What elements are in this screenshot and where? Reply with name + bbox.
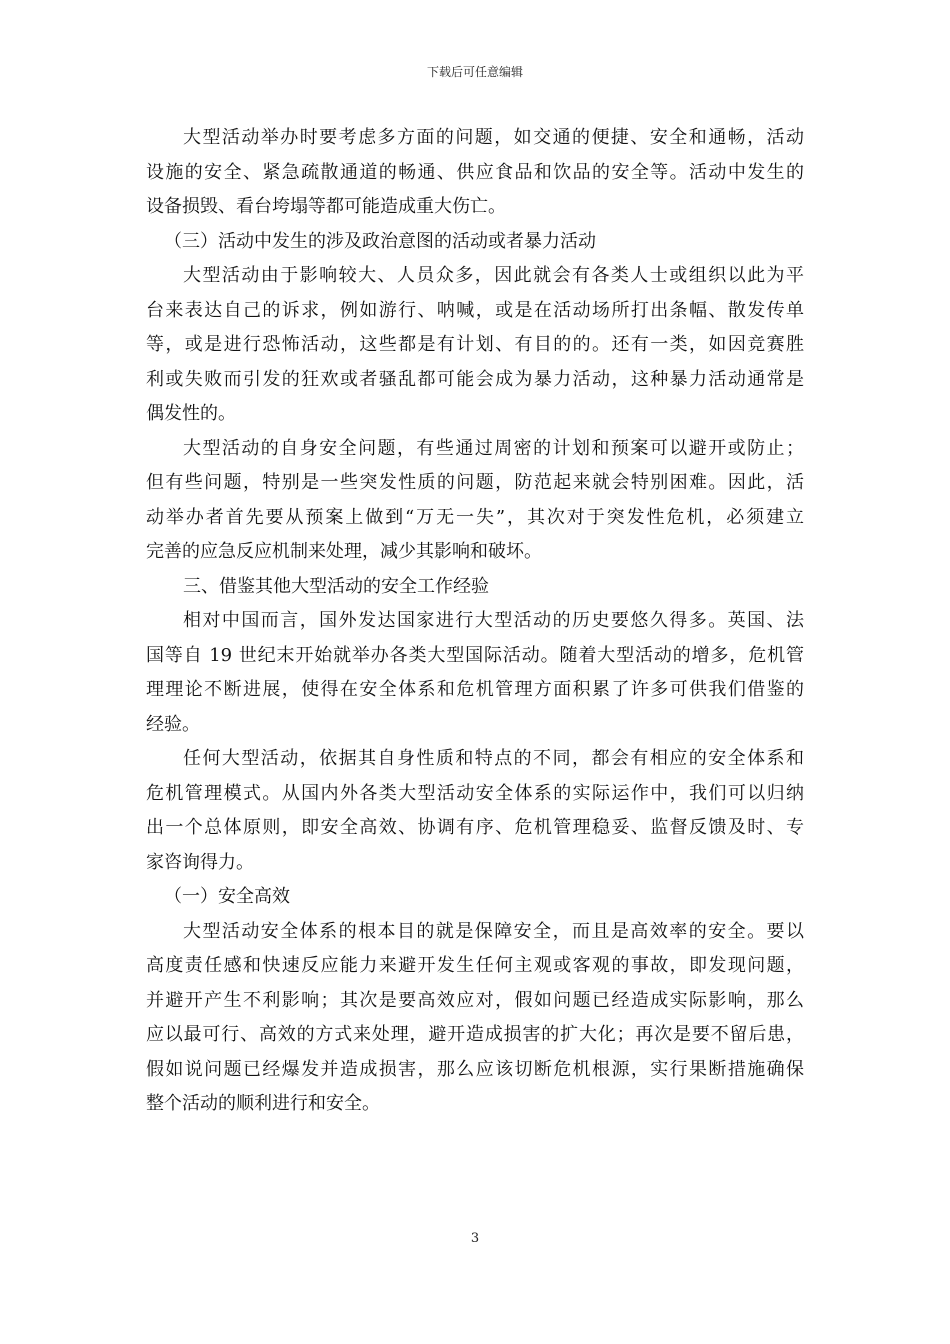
text-line: 利或失败而引发的狂欢或者骚乱都可能会成为暴力活动，这种暴力活动通常是 — [146, 368, 804, 390]
text-line: 大型活动安全体系的根本目的就是保障安全，而且是高效率的安全。要以 — [183, 920, 804, 942]
text-line: 设施的安全、紧急疏散通道的畅通、供应食品和饮品的安全等。活动中发生的 — [146, 161, 804, 183]
document-body — [146, 121, 804, 1122]
text-line: 动举办者首先要从预案上做到“万无一失”，其次对于突发性危机，必须建立 — [146, 506, 804, 528]
text-line: 三、借鉴其他大型活动的安全工作经验 — [183, 575, 489, 597]
text-line: 等，或是进行恐怖活动，这些都是有计划、有目的的。还有一类，如因竞赛胜 — [146, 334, 804, 355]
text-line: 危机管理模式。从国内外各类大型活动安全体系的实际运作中，我们可以归纳 — [146, 782, 804, 804]
text-line: 应以最可行、高效的方式来处理，避开造成损害的扩大化；再次是要不留后患， — [146, 1024, 804, 1045]
text-line: 整个活动的顺利进行和安全。 — [146, 1093, 380, 1114]
text-line: 大型活动由于影响较大、人员众多，因此就会有各类人士或组织以此为平 — [183, 265, 804, 286]
text-line: 大型活动的自身安全问题，有些通过周密的计划和预案可以避开或防止； — [183, 437, 804, 459]
text-line: 大型活动举办时要考虑多方面的问题，如交通的便捷、安全和通畅，活动 — [183, 127, 804, 148]
page-header: 下载后可任意编辑 — [426, 65, 523, 79]
text-line: 国等自 19 世纪末开始就举办各类大型国际活动。随着大型活动的增多，危机管 — [146, 644, 804, 666]
text-line: 家咨询得力。 — [146, 851, 254, 873]
text-line: 经验。 — [146, 713, 200, 735]
text-line: 偶发性的。 — [146, 403, 236, 424]
text-line: 任何大型活动，依据其自身性质和特点的不同，都会有相应的安全体系和 — [183, 748, 804, 769]
text-line: 假如说问题已经爆发并造成损害，那么应该切断危机根源，实行果断措施确保 — [146, 1058, 804, 1080]
text-line: 理理论不断进展，使得在安全体系和危机管理方面积累了许多可供我们借鉴的 — [146, 679, 804, 700]
text-line: 完善的应急反应机制来处理，减少其影响和破坏。 — [146, 541, 542, 562]
page-number: 3 — [470, 1231, 480, 1246]
text-line: 设备损毁、看台垮塌等都可能造成重大伤亡。 — [146, 196, 506, 217]
text-line: 出一个总体原则，即安全高效、协调有序、危机管理稳妥、监督反馈及时、专 — [146, 817, 804, 838]
text-line: 相对中国而言，国外发达国家进行大型活动的历史要悠久得多。英国、法 — [183, 610, 804, 631]
text-line: （一）安全高效 — [164, 886, 290, 907]
text-line: 并避开产生不利影响；其次是要高效应对，假如问题已经造成实际影响，那么 — [146, 989, 804, 1011]
text-line: 高度责任感和快速反应能力来避开发生任何主观或客观的事故，即发现问题， — [146, 955, 804, 976]
text-line: （三）活动中发生的涉及政治意图的活动或者暴力活动 — [164, 230, 596, 252]
text-line: 但有些问题，特别是一些突发性质的问题，防范起来就会特别困难。因此，活 — [146, 472, 804, 493]
text-line: 台来表达自己的诉求，例如游行、呐喊，或是在活动场所打出条幅、散发传单 — [146, 299, 804, 321]
